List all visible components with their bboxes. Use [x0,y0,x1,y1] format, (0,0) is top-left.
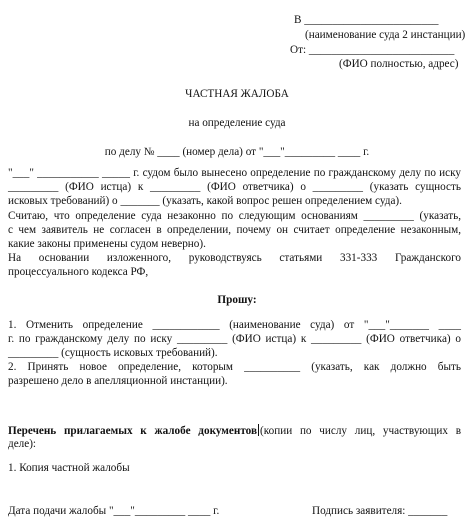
body-paragraph-3-line-2: процессуального кодекса РФ, [8,266,149,278]
body-paragraph-1-line-1: "___" ___________ _____ г. судом было вынесено определение по гражданскому делу по иску [8,167,461,179]
body-paragraph-3-line-1: На основании изложенного, руководствуясь статьями 331-333 Гражданского [8,252,461,264]
attachments-line-1 [8,424,461,438]
body-paragraph-1-line-2: _________ (ФИО истца) к _________ (ФИО ответчика) о _________ (указать сущность [8,181,461,193]
attachments-note-continued: деле): [8,438,37,450]
request-item-1-line-1: 1. Отменить определение ____________ (наименование суда) от "___"_______ ____ [8,319,461,331]
sender-hint: (ФИО полностью, адрес) [339,58,459,70]
request-heading: Прошу: [217,294,257,306]
request-item-2-line-1: 2. Принять новое определение, которым __________ (указать, как должно быть [8,361,461,373]
request-item-1-line-2: г. по гражданскому делу по иску _________ (ФИО истца) к _________ (ФИО ответчика) о [8,333,461,345]
attachments-heading: Перечень прилагаемых к жалобе документов [8,425,258,437]
signature-line: Подпись заявителя: _______ [312,505,448,517]
body-paragraph-1-line-3: исковых требований) о _______ (указать, какой вопрос решен определением суда). [8,195,402,207]
sender-line: От: __________________________ [290,44,455,56]
document-subtitle: на определение суда [188,117,286,129]
request-item-1-line-3: _________ (сущность исковых требований). [8,347,218,359]
attachment-item-1: 1. Копия частной жалобы [8,462,130,474]
request-item-2-line-2: разрешено дело в апелляционной инстанции). [8,375,228,387]
recipient-court-line: В ________________________ [294,14,439,26]
body-paragraph-2-line-2: с чем заявитель не согласен в определении, почему он считает определение незаконным, [8,224,461,236]
document-title: ЧАСТНАЯ ЖАЛОБА [185,88,289,100]
filing-date-line: Дата подачи жалобы "___"_________ ____ г. [8,505,220,517]
case-reference-line: по делу № ____ (номер дела) от "___"_________ ____ г. [104,146,370,158]
recipient-court-hint: (наименование суда 2 инстанции) [305,29,466,41]
text-cursor [258,424,259,436]
body-paragraph-2-line-1: Считаю, что определение суда незаконно по следующим основаниям _________ (указать, [8,210,461,222]
attachments-note: (копии по числу лиц, участвующих в [260,425,461,437]
body-paragraph-2-line-3: какие законы применены судом неверно). [8,238,206,250]
